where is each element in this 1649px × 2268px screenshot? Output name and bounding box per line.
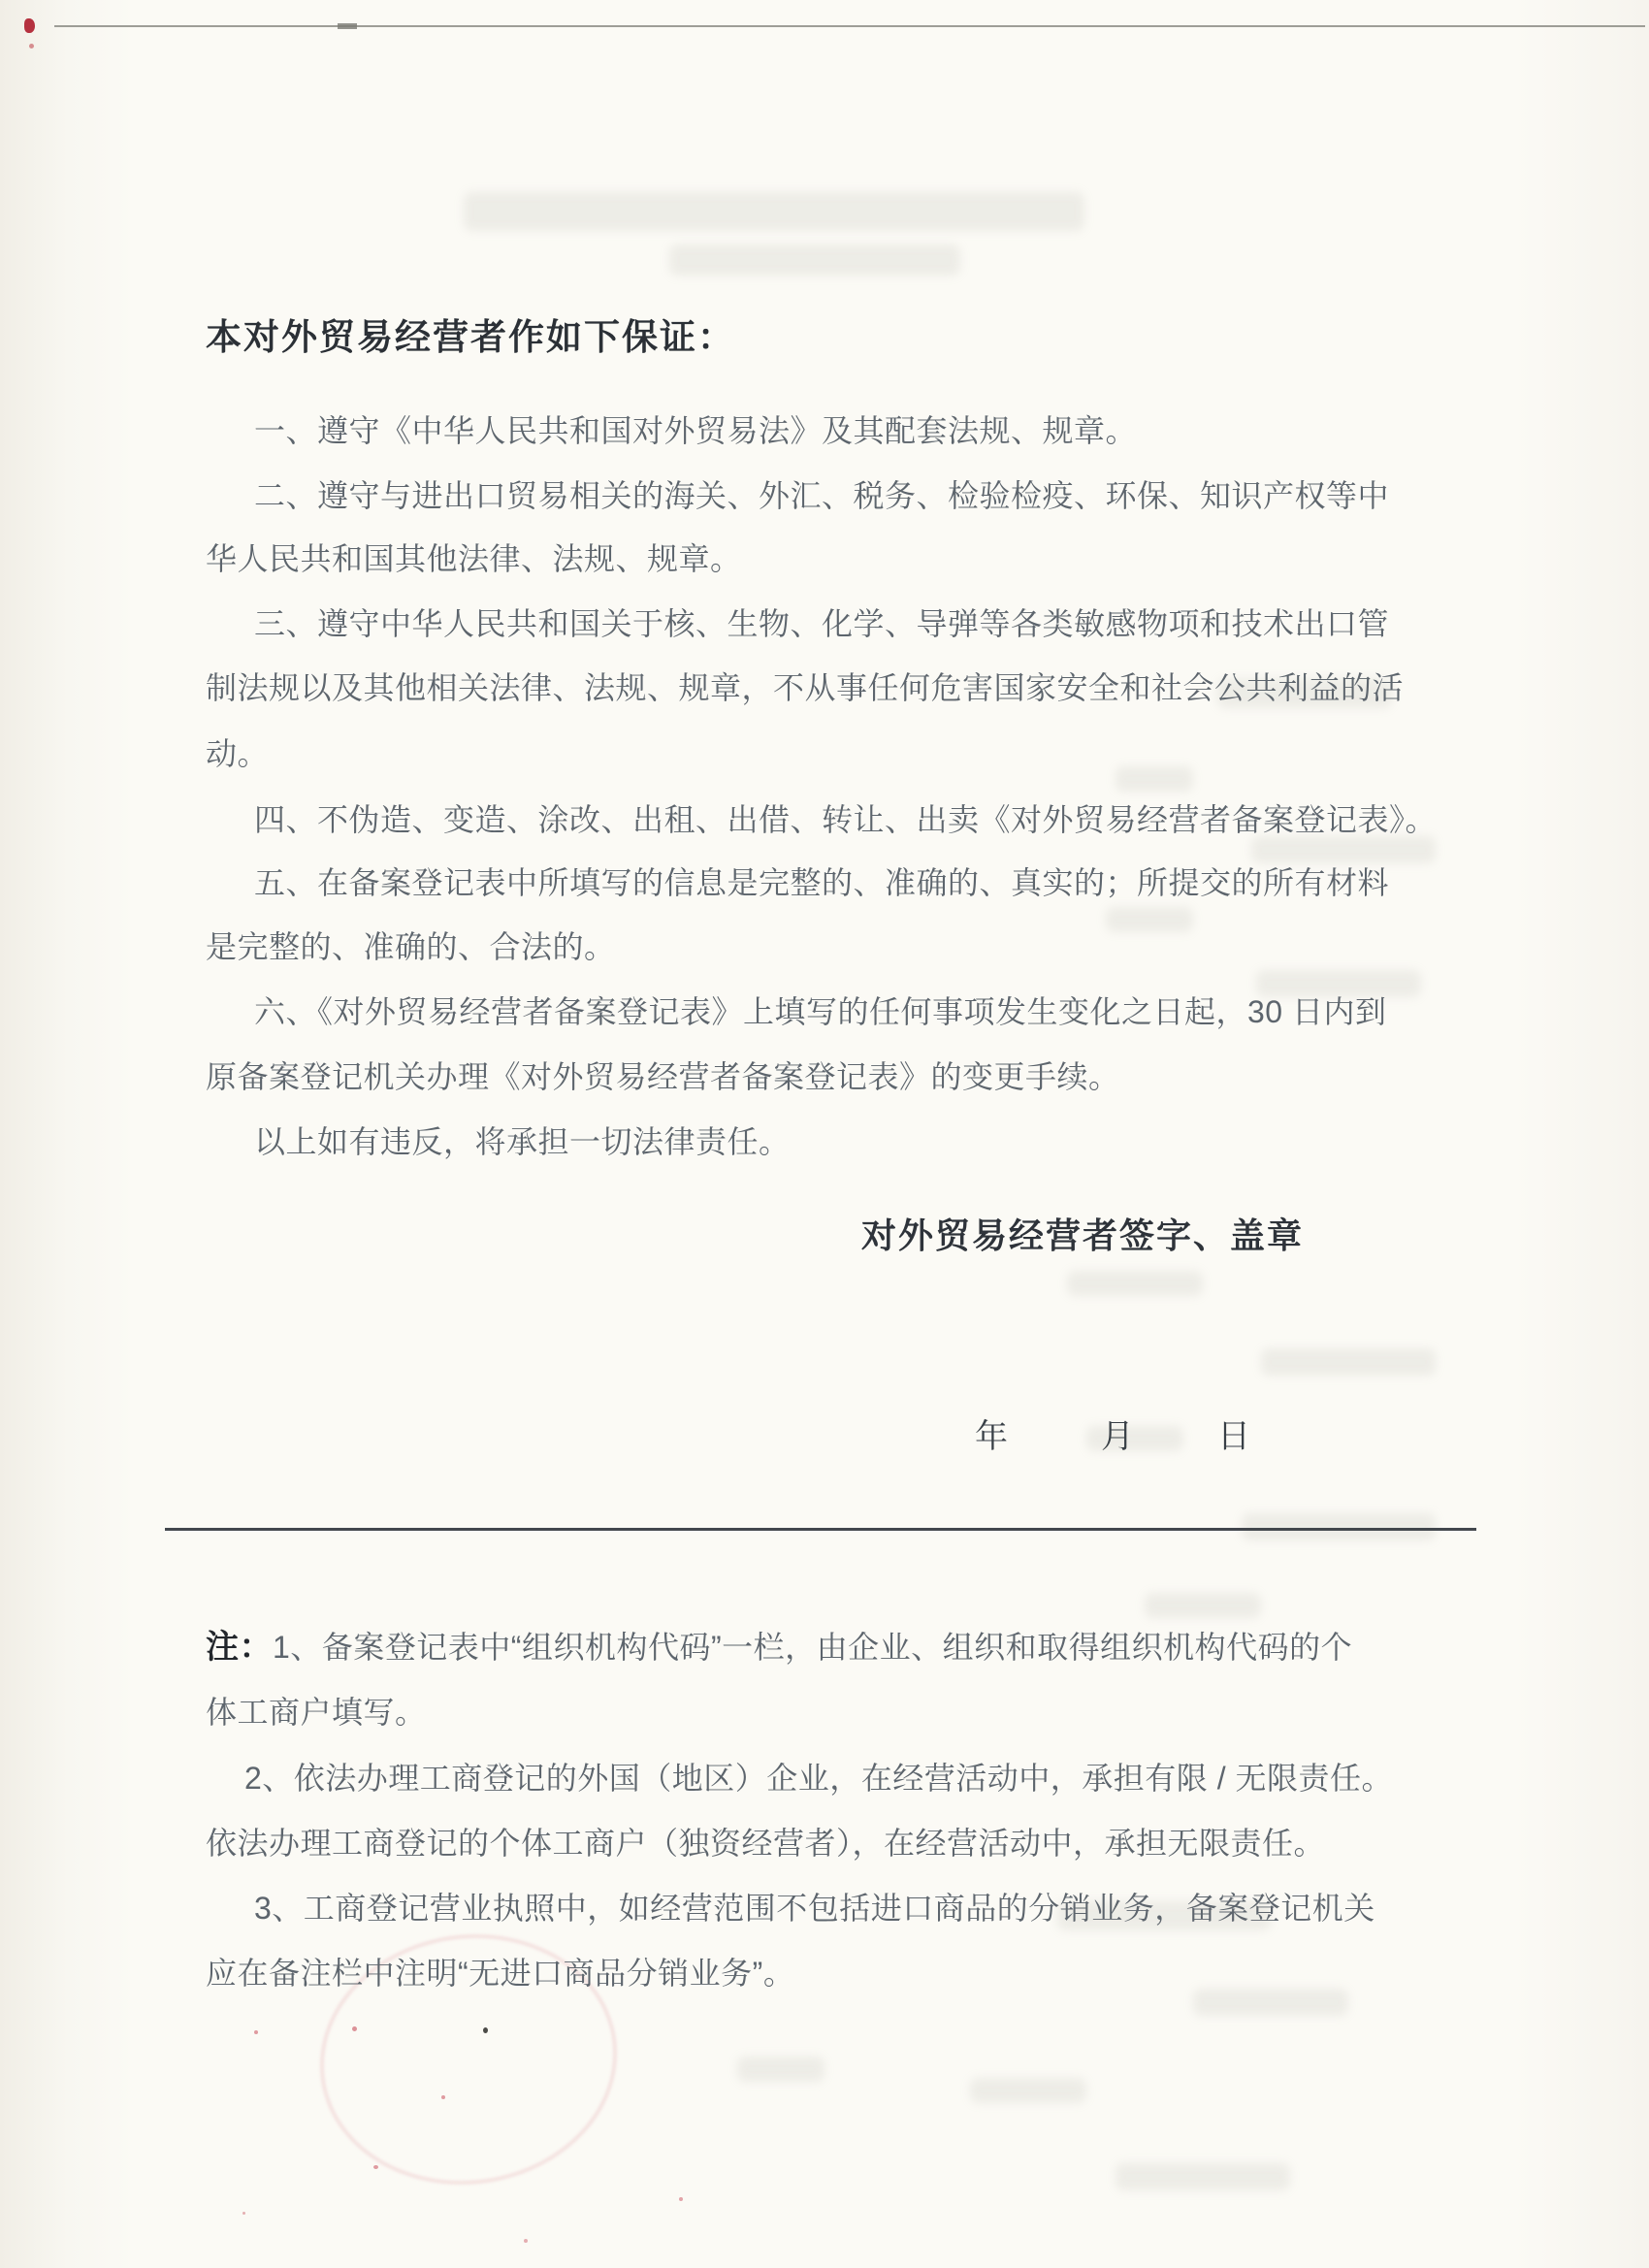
ink-speck: [483, 2027, 488, 2033]
red-speck: [29, 44, 34, 49]
note-label: 注：: [206, 1629, 273, 1666]
bleedthrough-smudge: [1251, 836, 1436, 863]
bleedthrough-smudge: [970, 2078, 1086, 2103]
red-speck: [24, 18, 35, 33]
pledge-line-1: 一、遵守《中华人民共和国对外贸易法》及其配套法规、规章。: [254, 413, 1138, 448]
pledge-heading: 本对外贸易经营者作如下保证：: [206, 317, 735, 357]
note-line-3: 3、工商登记营业执照中，如经营范围不包括进口商品的分销业务，备案登记机关: [254, 1891, 1375, 1926]
pledge-line-3: 三、遵守中华人民共和国关于核、生物、化学、导弹等各类敏感物项和技术出口管: [254, 606, 1390, 641]
note-line-2: 2、依法办理工商登记的外国（地区）企业，在经营活动中，承担有限 / 无限责任。: [244, 1761, 1393, 1796]
bleedthrough-smudge: [669, 244, 960, 275]
red-speck: [254, 2030, 258, 2034]
pledge-line-7: 以上如有违反，将承担一切法律责任。: [254, 1124, 791, 1159]
red-speck: [242, 2212, 245, 2215]
bleedthrough-smudge: [1242, 1513, 1436, 1540]
footnote-divider: [165, 1528, 1476, 1531]
red-speck: [441, 2095, 445, 2099]
date-month-label: 月: [1101, 1418, 1134, 1455]
note-line-2b: 依法办理工商登记的个体工商户（独资经营者），在经营活动中，承担无限责任。: [206, 1826, 1326, 1861]
scan-edge-line: [54, 25, 1645, 27]
pledge-line-4: 四、不伪造、变造、涂改、出租、出借、转让、出卖《对外贸易经营者备案登记表》。: [254, 802, 1438, 837]
bleedthrough-smudge: [464, 192, 1084, 231]
bleedthrough-smudge: [1193, 1989, 1348, 2016]
bleedthrough-smudge: [1145, 1593, 1261, 1618]
red-speck: [352, 2026, 357, 2031]
signature-caption: 对外贸易经营者签字、盖章: [861, 1215, 1305, 1255]
bleedthrough-smudge: [1067, 1271, 1203, 1296]
pledge-line-6b: 原备案登记机关办理《对外贸易经营者备案登记表》的变更手续。: [206, 1059, 1120, 1094]
bleedthrough-smudge: [1261, 1348, 1436, 1376]
note-line-1b: 体工商户填写。: [206, 1695, 427, 1730]
note-line-1: [206, 1628, 1352, 1667]
pledge-line-5b: 是完整的、准确的、合法的。: [206, 929, 616, 964]
note-line-3b: 应在备注栏中注明“无进口商品分销业务”。: [206, 1956, 795, 1991]
bleedthrough-smudge: [1106, 907, 1193, 932]
scan-edge-segment: [338, 23, 357, 29]
bleedthrough-smudge: [1116, 766, 1193, 792]
pledge-line-6: 六、《对外贸易经营者备案登记表》上填写的任何事项发生变化之日起，30 日内到: [254, 994, 1387, 1029]
pledge-line-2: 二、遵守与进出口贸易相关的海关、外汇、税务、检验检疫、环保、知识产权等中: [254, 478, 1390, 513]
note-text-1: 1、备案登记表中“组织机构代码”一栏，由企业、组织和取得组织机构代码的个: [273, 1630, 1353, 1665]
pledge-line-3b: 制法规以及其他相关法律、法规、规章，不从事任何危害国家安全和社会公共利益的活: [206, 670, 1405, 705]
pledge-line-5: 五、在备案登记表中所填写的信息是完整的、准确的、真实的；所提交的所有材料: [254, 865, 1390, 900]
pledge-line-2b: 华人民共和国其他法律、法规、规章。: [206, 541, 742, 576]
date-day-label: 日: [1217, 1418, 1250, 1455]
pledge-line-3c: 动。: [206, 736, 270, 771]
red-speck: [524, 2239, 528, 2243]
bleedthrough-smudge: [1116, 2163, 1290, 2190]
red-speck: [679, 2197, 683, 2201]
date-year-label: 年: [975, 1418, 1008, 1455]
red-speck: [373, 2165, 378, 2169]
bleedthrough-smudge: [737, 2057, 824, 2082]
